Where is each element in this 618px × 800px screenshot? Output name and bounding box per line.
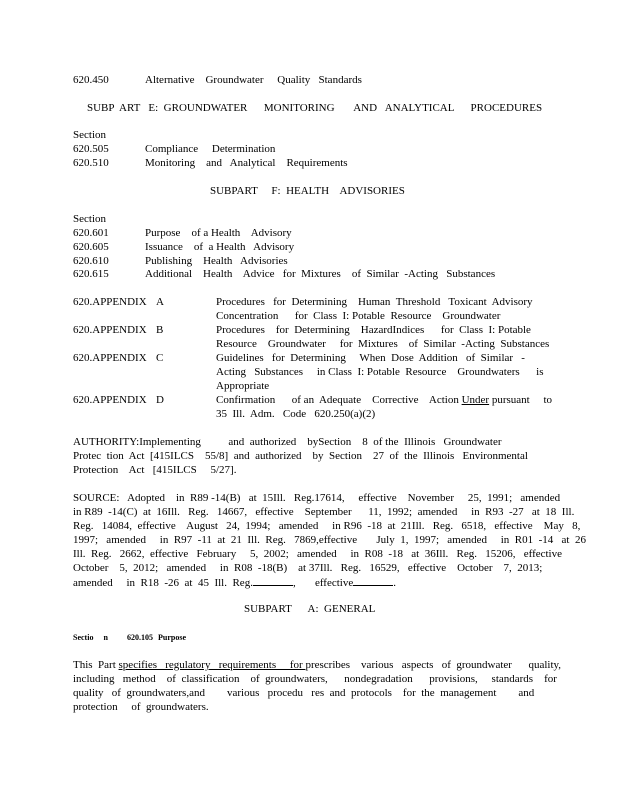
- subpart-a-heading: SUBPART A: GENERAL: [244, 603, 376, 615]
- subpart-e-heading: SUBP ART E: GROUNDWATER MONITORING AND ANALYTICAL PROCEDURES: [87, 102, 543, 114]
- underlined-text: Under: [461, 394, 490, 406]
- appendix-line: Concentration for Class I: Potable Resource Groundwater: [216, 310, 501, 322]
- source-line: in R89 -14(C) at 16Ill. Reg. 14667, effective September 11, 1992; amended in R93 -27 at 18 Ill.: [73, 506, 575, 518]
- section-title: Issuance of a Health Advisory: [145, 241, 295, 253]
- section-number: 620.105: [127, 633, 153, 642]
- appendix-label: 620.APPENDIX: [73, 352, 147, 364]
- section-title: Purpose of a Health Advisory: [145, 227, 292, 239]
- section-number: 620.505: [73, 143, 109, 155]
- appendix-text: Confirmation of an Adequate Corrective Action: [216, 394, 462, 406]
- source-line: [73, 575, 396, 589]
- authority-line: Protec tion Act [415ILCS 55/8] and authorized by Section 27 of the Illinois Environmental: [73, 450, 528, 462]
- appendix-line: [216, 394, 552, 406]
- purpose-text: prescribes various aspects of groundwater quality,: [305, 659, 562, 671]
- appendix-line: Resource Groundwater for Mixtures of Similar -Acting Substances: [216, 338, 550, 350]
- blank-line: [353, 575, 393, 586]
- appendix-line: Procedures for Determining Human Threshold Toxicant Advisory: [216, 296, 533, 308]
- section-number: 620.615: [73, 268, 109, 280]
- appendix-line: Appropriate: [216, 380, 270, 392]
- appendix-text: pursuant to: [489, 394, 553, 406]
- appendix-letter: A: [156, 296, 164, 308]
- appendix-letter: B: [156, 324, 164, 336]
- source-line: SOURCE: Adopted in R89 -14(B) at 15Ill. Reg.17614, effective November 25, 1991; amended: [73, 492, 561, 504]
- section-number: 620.510: [73, 157, 109, 169]
- appendix-label: 620.APPENDIX: [73, 324, 147, 336]
- appendix-label: 620.APPENDIX: [73, 394, 147, 406]
- section-title: Publishing Health Advisories: [145, 255, 288, 267]
- source-text: , effective: [292, 577, 354, 589]
- section-title: Additional Health Advice for Mixtures of Similar -Acting Substances: [145, 268, 496, 280]
- source-line: October 5, 2012; amended in R08 -18(B) at 37Ill. Reg. 16529, effective October 7, 2013;: [73, 562, 543, 574]
- section-number: 620.450: [73, 74, 109, 86]
- purpose-line: protection of groundwaters.: [73, 701, 209, 713]
- subpart-f-heading: SUBPART F: HEALTH ADVISORIES: [210, 185, 405, 197]
- purpose-text: This Part: [73, 659, 119, 671]
- section-number: 620.605: [73, 241, 109, 253]
- appendix-letter: D: [156, 394, 164, 406]
- source-text: amended in R18 -26 at 45 Ill. Reg.: [73, 577, 253, 589]
- appendix-line: Acting Substances in Class I: Potable Resource Groundwaters is: [216, 366, 544, 378]
- purpose-line: quality of groundwaters,and various procedu res and protocols for the management and: [73, 687, 535, 699]
- appendix-line: 35 Ill. Adm. Code 620.250(a)(2): [216, 408, 376, 420]
- section-title: Purpose: [158, 633, 186, 642]
- section-number: 620.601: [73, 227, 109, 239]
- section-label: Section: [73, 129, 106, 141]
- appendix-line: Procedures for Determining HazardIndices for Class I: Potable: [216, 324, 531, 336]
- purpose-line: [73, 659, 561, 671]
- source-line: 1997; amended in R97 -11 at 21 Ill. Reg. 7869,effective July 1, 1997; amended in R01 -14 at 26: [73, 534, 586, 546]
- blank-line: [253, 575, 293, 586]
- appendix-label: 620.APPENDIX: [73, 296, 147, 308]
- authority-line: Protection Act [415ILCS 5/27].: [73, 464, 237, 476]
- section-title: Monitoring and Analytical Requirements: [145, 157, 348, 169]
- appendix-letter: C: [156, 352, 164, 364]
- section-label: Sectio n: [73, 633, 108, 642]
- section-title: Alternative Groundwater Quality Standards: [145, 74, 362, 86]
- authority-line: AUTHORITY:Implementing and authorized bySection 8 of the Illinois Groundwater: [73, 436, 502, 448]
- section-label: Section: [73, 213, 106, 225]
- source-line: Reg. 14084, effective August 24, 1994; amended in R96 -18 at 21Ill. Reg. 6518, effective May 8,: [73, 520, 581, 532]
- purpose-line: including method of classification of groundwaters, nondegradation provisions, standards for: [73, 673, 557, 685]
- section-number: 620.610: [73, 255, 109, 267]
- section-title: Compliance Determination: [145, 143, 276, 155]
- appendix-line: Guidelines for Determining When Dose Addition of Similar -: [216, 352, 525, 364]
- source-text: .: [393, 577, 396, 589]
- source-line: Ill. Reg. 2662, effective February 5, 2002; amended in R08 -18 at 36Ill. Reg. 15206, effective: [73, 548, 562, 560]
- underlined-text: specifies regulatory requirements for: [118, 659, 306, 671]
